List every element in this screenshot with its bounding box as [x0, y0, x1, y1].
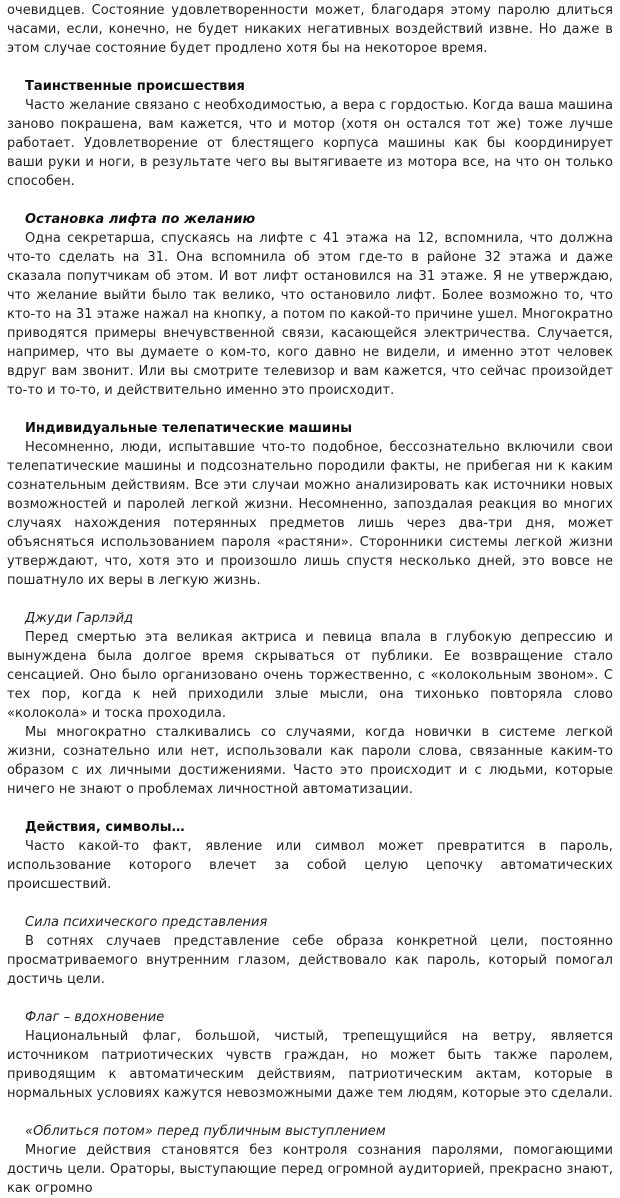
- spacer: [7, 894, 613, 913]
- section-garland: [7, 609, 613, 799]
- spacer: [7, 58, 613, 77]
- section-sweat: [7, 1122, 613, 1198]
- spacer: [7, 191, 613, 210]
- section-heading: Действия, символы…: [25, 820, 185, 835]
- section-paragraph: Несомненно, люди, испытавшие что-то подобное, бессознательно включили свои телепатические машины и подсознательно породили факты, не прибегая ни к каким сознательным действиям. Все эти случаи можно анализировать как источники новых возможностей и паролей легкой жизни. Несомненно, запоздалая реакция во многих случаях нахождения потерянных предметов лишь через два-три дня, может объясняться использованием пароля «растяни». Сторонники системы легкой жизни утверждают, что, хотя это и произошло лишь спустя несколько дней, это вовсе не пошатнуло их веры в легкую жизнь.: [7, 440, 613, 588]
- section-heading: Таинственные происшествия: [25, 79, 245, 94]
- section-paragraph: Мы многократно сталкивались со случаями, когда новички в системе легкой жизни, сознательно или нет, использовали как пароли слова, связанные каким-то образом с их личными достижениями. Часто это происходит и с людьми, которые ничего не знают о проблемах личностной автоматизации.: [7, 725, 613, 797]
- section-actions: [7, 818, 613, 894]
- section-paragraph: Многие действия становятся без контроля сознания паролями, помогающими достичь цели. Ораторы, выступающие перед огромной аудиторией, прекрасно знают, как огромно: [7, 1143, 613, 1196]
- section-paragraph: Перед смертью эта великая актриса и певица впала в глубокую депрессию и вынуждена была долгое время скрываться от публики. Ее возвращение стало сенсацией. Оно было организовано очень торжественно, с «колокольным звоном». С тех пор, когда к ней приходили злые мысли, она тихонько повторяла слово «колокола» и тоска проходила.: [7, 630, 613, 721]
- section-mental: [7, 913, 613, 989]
- section-paragraph: В сотнях случаев представление себе образа конкретной цели, постоянно просматриваемого внутренним глазом, действовало как пароль, который помогал достичь цели.: [7, 934, 613, 987]
- section-subheading: Сила психического представления: [25, 915, 268, 930]
- intro-paragraph: очевидцев. Состояние удовлетворенности может, благодаря этому паролю длиться часами, если, конечно, не будет никаких негативных воздействий извне. Но даже в этом случае состояние будет продлено хотя бы на некоторое время.: [7, 3, 613, 56]
- section-paragraph: Часто какой-то факт, явление или символ может превратится в пароль, использование которого влечет за собой целую цепочку автоматических происшествий.: [7, 839, 613, 892]
- spacer: [7, 1103, 613, 1122]
- spacer: [7, 799, 613, 818]
- spacer: [7, 400, 613, 419]
- section-paragraph: Часто желание связано с необходимостью, а вера с гордостью. Когда ваша машина заново покрашена, вам кажется, что и мотор (хотя он остался тот же) тоже лучше работает. Удовлетворение от блестящего корпуса машины как бы координирует ваши руки и ноги, в результате чего вы вытягиваете из мотора все, на что он только способен.: [7, 98, 613, 189]
- section-flag: [7, 1008, 613, 1103]
- section-subheading: «Облиться потом» перед публичным выступлением: [25, 1124, 386, 1139]
- section-telepathic: [7, 419, 613, 590]
- spacer: [7, 989, 613, 1008]
- section-paragraph: Национальный флаг, большой, чистый, трепещущийся на ветру, является источником патриотических чувств граждан, но может быть также паролем, приводящим к автоматическим действиям, патриотическим актам, которые в нормальных условиях кажутся невозможными даже тем людям, которые это сделали.: [7, 1029, 613, 1101]
- section-mysterious: [7, 77, 613, 191]
- section-subheading: Джуди Гарлэйд: [25, 611, 134, 626]
- section-heading: Остановка лифта по желанию: [25, 212, 256, 227]
- section-elevator: [7, 210, 613, 400]
- section-heading: Индивидуальные телепатические машины: [25, 421, 353, 436]
- spacer: [7, 590, 613, 609]
- section-paragraph: Одна секретарша, спускаясь на лифте с 41 этажа на 12, вспомнила, что должна что-то сделать на 31. Она вспомнила об этом где-то в районе 32 этажа и даже сказала попутчикам об этом. И вот лифт остановился на 31 этаже. Я не утверждаю, что желание выйти было так велико, что остановило лифт. Более возможно то, что кто-то на 31 этаже нажал на кнопку, а потом по какой-то причине ушел. Многократно приводятся примеры внечувственной связи, касающейся электричества. Случается, например, что вы думаете о ком-то, кого давно не видели, и именно этот человек вдруг вам звонит. Или вы смотрите телевизор и вам кажется, что сейчас произойдет то-то и то-то, и действительно именно это происходит.: [7, 231, 613, 398]
- section-subheading: Флаг – вдохновение: [25, 1010, 165, 1025]
